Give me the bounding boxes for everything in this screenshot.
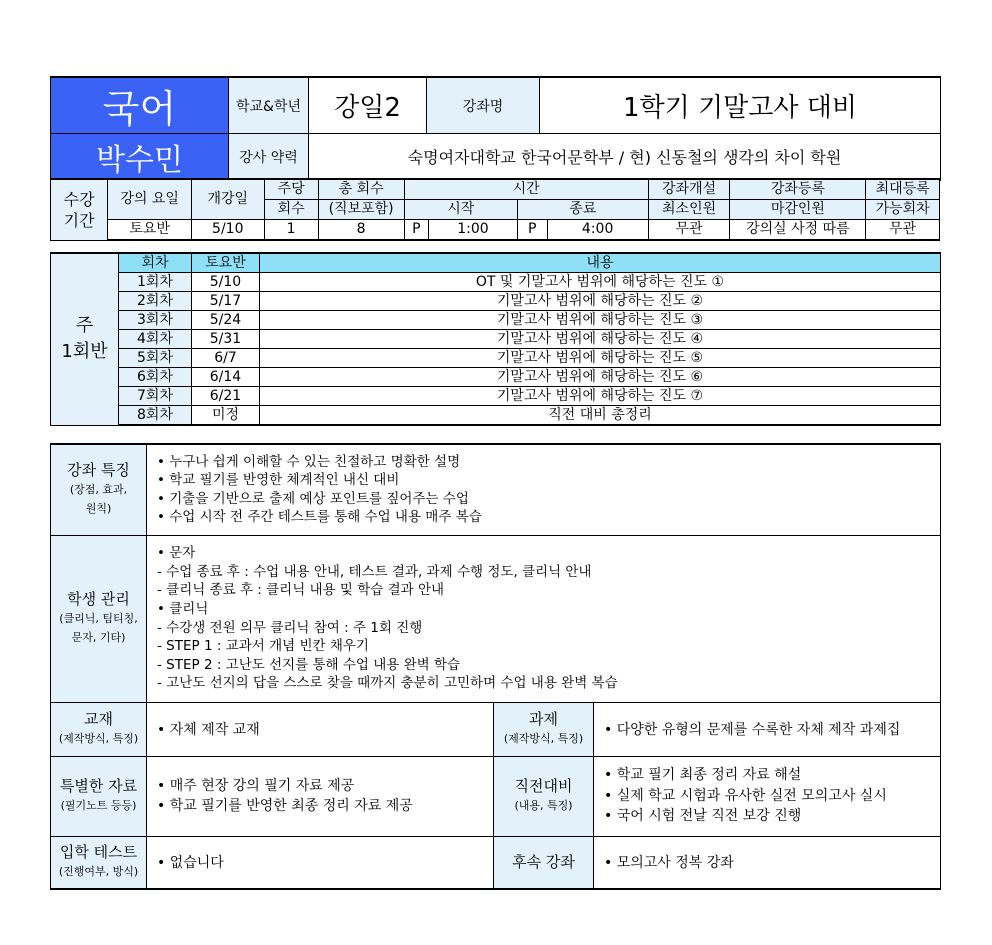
end-time: 4:00 <box>547 220 648 241</box>
time-header: 시간 <box>404 179 648 200</box>
end-ampm: P <box>517 220 547 241</box>
table-row <box>51 387 941 406</box>
list-item: - 고난도 선지의 답을 스스로 찾을 때까지 충분히 고민하며 수업 내용 완벽 복습 <box>157 675 618 692</box>
table-row <box>51 311 941 330</box>
management-content <box>147 535 941 702</box>
list-item: • 기출을 기반으로 출제 예상 포인트를 짚어주는 수업 <box>157 490 469 507</box>
special-label: 특별한 자료 (필기노트 등등) <box>51 756 147 836</box>
deadline-value: 강의실 사정 따름 <box>730 220 866 241</box>
special-content <box>147 756 494 836</box>
list-item: • 클리닉 <box>157 600 209 617</box>
textbook-label: 교재 (제작방식, 특징) <box>51 702 147 756</box>
time-start-header: 시작 <box>404 200 517 220</box>
session-cell: 1회차 <box>119 273 192 292</box>
features-label: 강좌 특징 (장점, 효과, 원칙) <box>51 444 147 535</box>
period-label: 수강 기간 <box>51 179 108 240</box>
start-date-value: 5/10 <box>192 220 265 241</box>
homework-content: • 다양한 유형의 문제를 수록한 자체 제작 과제집 <box>594 702 941 756</box>
date-header: 토요반 <box>192 253 260 273</box>
features-content <box>147 444 941 535</box>
content-cell: 기말고사 범위에 해당하는 진도 ⑦ <box>260 387 941 406</box>
list-item: • 실제 학교 시험과 유사한 실전 모의고사 실시 <box>604 787 887 804</box>
day-header: 강의 요일 <box>108 179 192 220</box>
deadline-header-1: 강좌등록 <box>730 179 866 200</box>
date-cell: 6/21 <box>192 387 260 406</box>
min-people-value: 무관 <box>648 220 730 241</box>
content-cell: 기말고사 범위에 해당하는 진도 ③ <box>260 311 941 330</box>
content-cell: 기말고사 범위에 해당하는 진도 ② <box>260 292 941 311</box>
content-cell: 기말고사 범위에 해당하는 진도 ⑥ <box>260 368 941 387</box>
date-cell: 5/24 <box>192 311 260 330</box>
school-grade-value: 강일2 <box>309 77 427 134</box>
min-people-header-2: 최소인원 <box>648 200 730 220</box>
table-row <box>51 292 941 311</box>
total-count-header-1: 총 회수 <box>318 179 404 200</box>
curriculum-table <box>50 252 941 426</box>
list-item: - 수강생 전원 의무 클리닉 참여 : 주 1회 진행 <box>157 619 423 636</box>
table-row <box>51 330 941 349</box>
list-item: - STEP 1 : 교과서 개념 빈칸 채우기 <box>157 638 369 655</box>
followup-content: • 모의고사 정복 강좌 <box>594 836 941 889</box>
session-cell: 4회차 <box>119 330 192 349</box>
session-cell: 8회차 <box>119 406 192 426</box>
list-item: • 국어 시험 전날 직전 보강 진행 <box>604 808 802 825</box>
table-row <box>51 349 941 368</box>
weekly-count-header-2: 회수 <box>264 200 318 220</box>
weekly-count-value: 1 <box>264 220 318 241</box>
list-item: • 매주 현장 강의 필기 자료 제공 <box>157 777 355 794</box>
entrance-test-label: 입학 테스트 (진행여부, 방식) <box>51 836 147 889</box>
start-ampm: P <box>404 220 429 241</box>
time-end-header: 종료 <box>517 200 648 220</box>
career-label: 강사 약력 <box>229 134 309 181</box>
list-item: • 학교 필기를 반영한 최종 정리 자료 제공 <box>157 798 413 814</box>
list-item: • 문자 <box>157 545 196 562</box>
career-value: 숙명여자대학교 한국어문학부 / 현) 신동철의 생각의 차이 학원 <box>309 134 941 181</box>
date-cell: 6/14 <box>192 368 260 387</box>
deadline-header-2: 마감인원 <box>730 200 866 220</box>
list-item: • 수업 시작 전 주간 테스트를 통해 수업 내용 매주 복습 <box>157 509 482 526</box>
subject-cell: 국어 <box>51 77 229 134</box>
management-label: 학생 관리 (클리닉, 팀티칭, 문자, 기타) <box>51 535 147 702</box>
schedule-table <box>50 178 940 241</box>
session-cell: 7회차 <box>119 387 192 406</box>
session-cell: 6회차 <box>119 368 192 387</box>
homework-label: 과제 (제작방식, 특징) <box>494 702 594 756</box>
date-cell: 5/31 <box>192 330 260 349</box>
day-value: 토요반 <box>108 220 192 241</box>
content-cell: 기말고사 범위에 해당하는 진도 ⑤ <box>260 349 941 368</box>
final-prep-content <box>594 756 941 836</box>
max-sessions-header-2: 가능회차 <box>866 200 940 220</box>
start-date-header: 개강일 <box>192 179 265 220</box>
date-cell: 미정 <box>192 406 260 426</box>
total-count-header-2: (직보포함) <box>318 200 404 220</box>
list-item: • 누구나 쉽게 이해할 수 있는 친절하고 명확한 설명 <box>157 453 461 470</box>
list-item: - 수업 종료 후 : 수업 내용 안내, 테스트 결과, 과제 수행 정도, 클리닉 안내 <box>157 563 592 580</box>
list-item: • 학교 필기를 반영한 체계적인 내신 대비 <box>157 472 400 489</box>
max-sessions-value: 무관 <box>866 220 940 241</box>
table-row <box>51 273 941 292</box>
teacher-name-cell: 박수민 <box>51 134 229 181</box>
entrance-test-content: • 없습니다 <box>147 836 494 889</box>
textbook-content: • 자체 제작 교재 <box>147 702 494 756</box>
date-cell: 5/10 <box>192 273 260 292</box>
school-grade-label: 학교&학년 <box>229 77 309 134</box>
detail-table <box>50 443 941 890</box>
session-header: 회차 <box>119 253 192 273</box>
list-item: - STEP 2 : 고난도 선지를 통해 수업 내용 완벽 학습 <box>157 656 461 673</box>
course-name-value: 1학기 기말고사 대비 <box>540 77 941 134</box>
session-cell: 5회차 <box>119 349 192 368</box>
session-cell: 2회차 <box>119 292 192 311</box>
content-header: 내용 <box>260 253 941 273</box>
content-cell: OT 및 기말고사 범위에 해당하는 진도 ① <box>260 273 941 292</box>
week-side-label: 주 1회반 <box>51 253 119 425</box>
content-cell: 직전 대비 총정리 <box>260 406 941 426</box>
date-cell: 5/17 <box>192 292 260 311</box>
final-prep-label: 직전대비 (내용, 특징) <box>494 756 594 836</box>
min-people-header-1: 강좌개설 <box>648 179 730 200</box>
weekly-count-header-1: 주당 <box>264 179 318 200</box>
session-cell: 3회차 <box>119 311 192 330</box>
total-count-value: 8 <box>318 220 404 241</box>
max-sessions-header-1: 최대등록 <box>866 179 940 200</box>
date-cell: 6/7 <box>192 349 260 368</box>
list-item: • 학교 필기 최종 정리 자료 해설 <box>604 767 802 784</box>
header-table <box>50 76 941 181</box>
course-name-label: 강좌명 <box>427 77 540 134</box>
followup-label: 후속 강좌 <box>494 836 594 889</box>
content-cell: 기말고사 범위에 해당하는 진도 ④ <box>260 330 941 349</box>
list-item: - 클리닉 종료 후 : 클리닉 내용 및 학습 결과 안내 <box>157 582 445 599</box>
table-row <box>51 368 941 387</box>
start-time: 1:00 <box>429 220 518 241</box>
table-row <box>51 406 941 426</box>
